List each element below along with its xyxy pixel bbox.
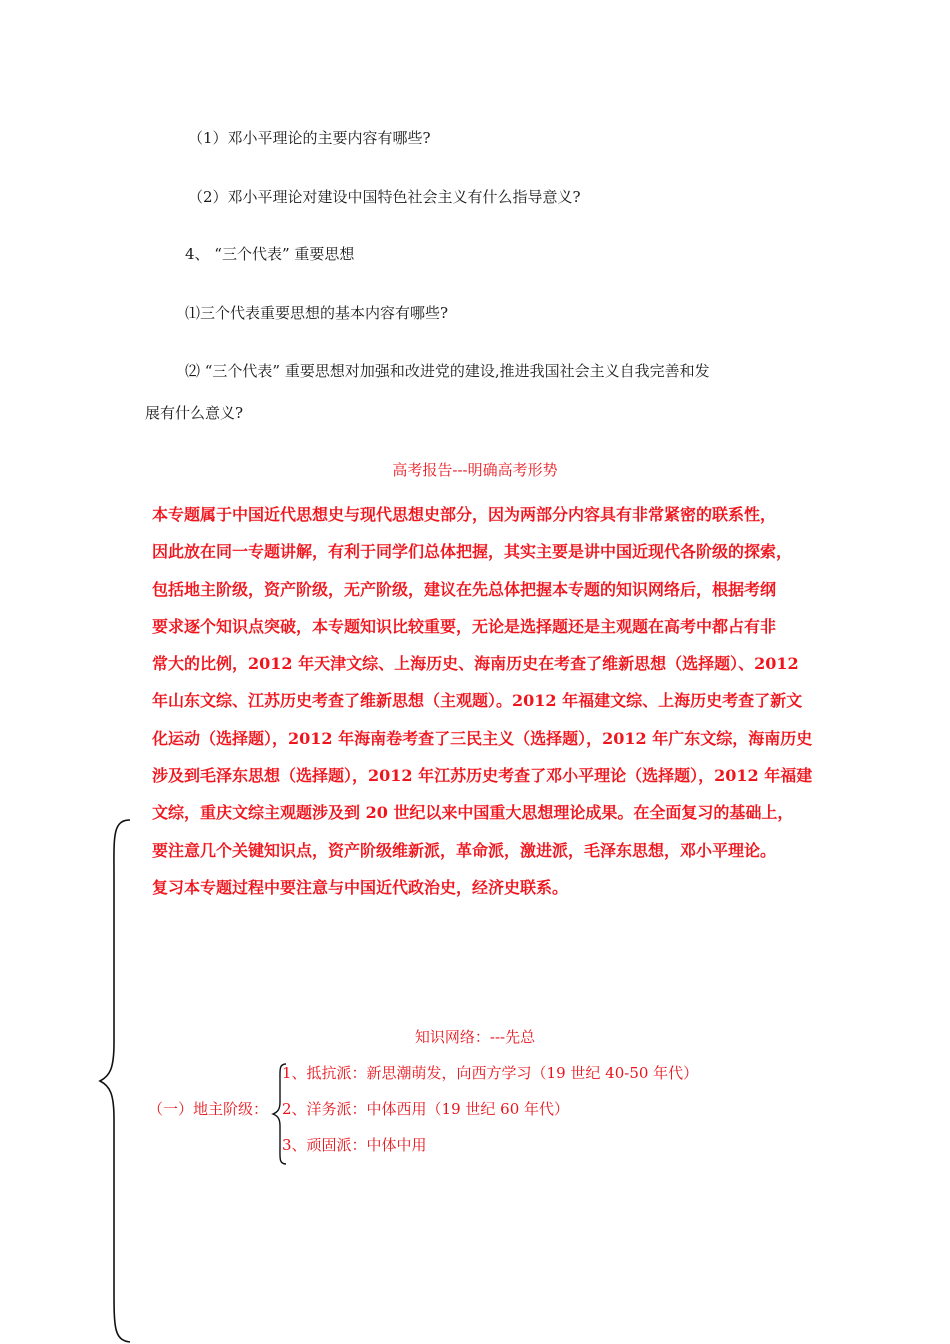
report-line: 要求逐个知识点突破，本专题知识比较重要，无论是选择题还是主观题在高考中都占有非 (152, 616, 777, 636)
question-4-line-2: 展有什么意义? (145, 404, 244, 422)
report-line: 化运动（选择题），2012 年海南卷考查了三民主义（选择题），2012 年广东文综，海南历史 (152, 728, 813, 748)
network-title: 知识网络：---先总 (414, 1028, 536, 1046)
outer-brace-icon (96, 818, 136, 1344)
question-1: （1）邓小平理论的主要内容有哪些? (188, 129, 431, 147)
report-line: 因此放在同一专题讲解，有利于同学们总体把握，其实主要是讲中国近现代各阶级的探索， (152, 542, 793, 562)
report-line: 要注意几个关键知识点，资产阶级维新派，革命派，激进派，毛泽东思想，邓小平理论。 (152, 840, 777, 860)
group-label: （一）地主阶级： (148, 1100, 269, 1118)
report-line: 包括地主阶级，资产阶级，无产阶级，建议在先总体把握本专题的知识网络后，根据考纲 (152, 579, 777, 599)
report-title: 高考报告---明确高考形势 (392, 461, 558, 479)
section-4-heading: 4、 “三个代表” 重要思想 (185, 245, 355, 263)
report-paragraph (152, 496, 828, 906)
report-line: 常大的比例，2012 年天津文综、上海历史、海南历史在考查了维新思想（选择题）、2012 (152, 654, 799, 674)
report-line: 涉及到毛泽东思想（选择题），2012 年江苏历史考查了邓小平理论（选择题），2012 年福建 (152, 766, 813, 786)
question-4-line-1: ⑵ “三个代表” 重要思想对加强和改进党的建设,推进我国社会主义自我完善和发 (185, 362, 710, 380)
question-2: （2）邓小平理论对建设中国特色社会主义有什么指导意义? (188, 188, 581, 206)
report-line: 文综，重庆文综主观题涉及到 20 世纪以来中国重大思想理论成果。在全面复习的基础上， (152, 803, 794, 823)
branch-item-resistance: 1、抵抗派：新思潮萌发，向西方学习（19 世纪 40-50 年代） (282, 1064, 699, 1082)
question-3: ⑴三个代表重要思想的基本内容有哪些? (185, 304, 449, 322)
report-line: 本专题属于中国近代思想史与现代思想史部分，因为两部分内容具有非常紧密的联系性， (152, 505, 777, 524)
report-line: 年山东文综、江苏历史考查了维新思想（主观题）。2012 年福建文综、上海历史考查了新文 (152, 691, 803, 711)
report-line: 复习本专题过程中要注意与中国近代政治史，经济史联系。 (152, 877, 569, 897)
branch-item-conservative: 3、顽固派：中体中用 (282, 1136, 427, 1154)
branch-item-westernization: 2、洋务派：中体西用（19 世纪 60 年代） (282, 1100, 570, 1118)
